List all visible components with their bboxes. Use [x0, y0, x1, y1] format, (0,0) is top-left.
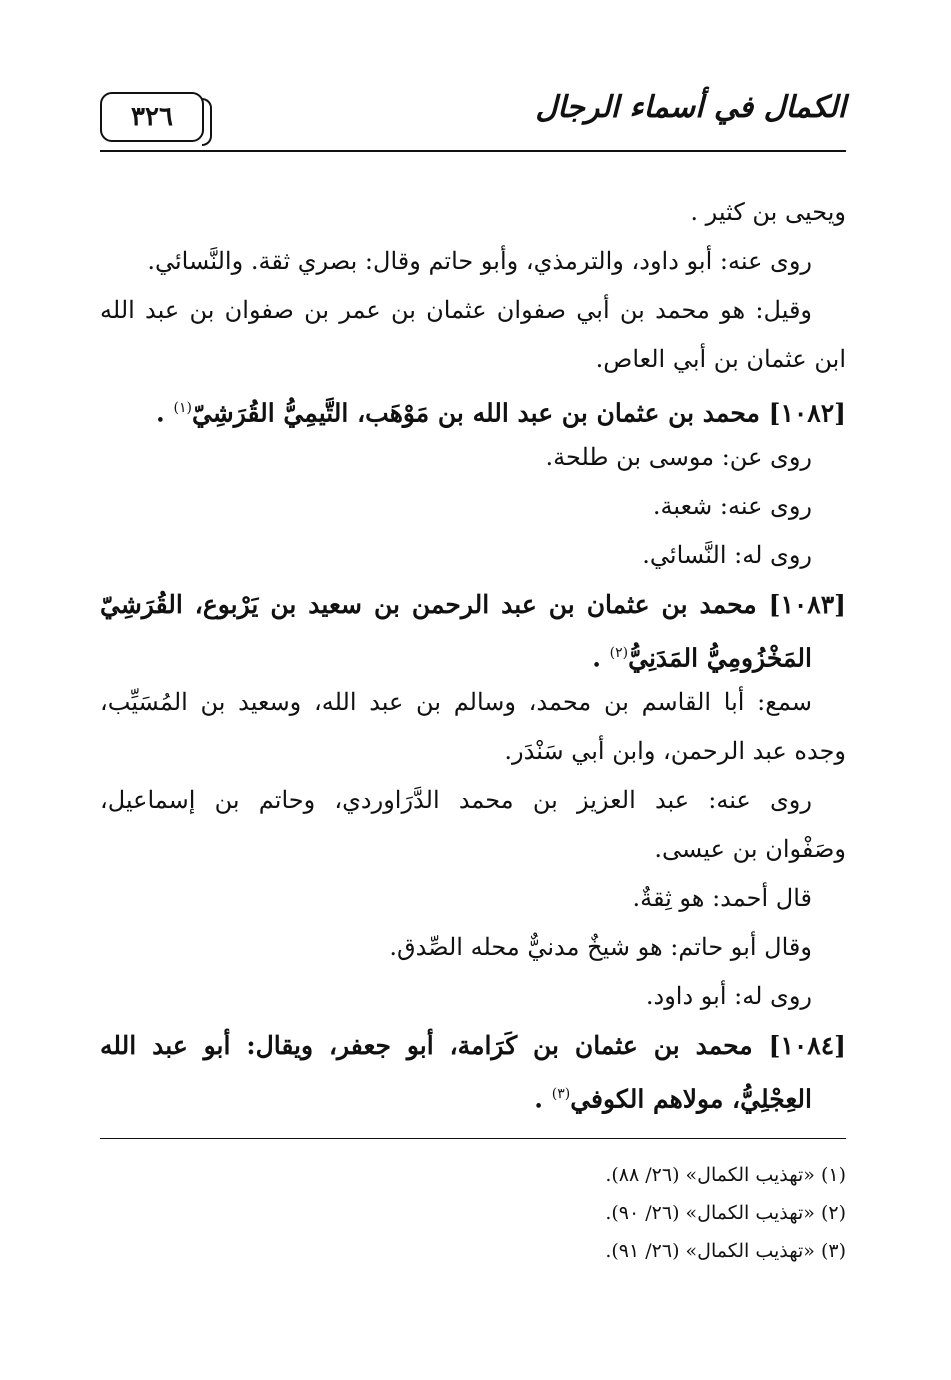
footnote: (١) «تهذيب الكمال» (٢٦/ ٨٨).: [605, 1164, 846, 1186]
page-body: [100, 188, 846, 1119]
entry-heading-1084-cont: [100, 1070, 846, 1119]
book-title: الكمال في أسماء الرجال: [535, 90, 846, 125]
footnote-ref: (١): [173, 400, 192, 416]
entry-heading-1084: [١٠٨٤] محمد بن عثمان بن كَرَامة، أبو جعفر، ويقال: أبو عبد الله: [100, 1031, 846, 1060]
entry-heading-text: المَخْزُومِيُّ المَدَنِيُّ: [628, 643, 812, 673]
text-line: وقال أبو حاتم: هو شيخٌ مدنيٌّ محله الصِّدق.: [389, 933, 812, 961]
text-line: قال أحمد: هو ثِقةٌ.: [632, 884, 812, 912]
entry-heading-1083-cont: [100, 629, 846, 678]
text-line: ابن عثمان بن أبي العاص.: [595, 345, 846, 373]
text-line: روى عنه: شعبة.: [652, 492, 812, 520]
text-line: ويحيى بن كثير .: [690, 198, 846, 226]
entry-heading-1083: [١٠٨٣] محمد بن عثمان بن عبد الرحمن بن سعيد بن يَرْبوع، القُرَشِيّ: [100, 590, 846, 619]
entry-heading-text: [١٠٨٢] محمد بن عثمان بن عبد الله بن مَوْهَب، التَّيمِيُّ القُرَشِيّ: [191, 398, 846, 428]
entry-heading-1082: [100, 384, 846, 433]
footnotes: [100, 1156, 846, 1270]
text-line: وقيل: هو محمد بن أبي صفوان عثمان بن عمر بن صفوان بن عبد الله: [100, 296, 812, 324]
footnote: (٢) «تهذيب الكمال» (٢٦/ ٩٠).: [605, 1202, 846, 1224]
footnote: (٣) «تهذيب الكمال» (٢٦/ ٩١).: [605, 1240, 846, 1262]
entry-end-mark: .: [534, 1084, 543, 1114]
entry-heading-text: العِجْلِيُّ، مولاهم الكوفي: [570, 1084, 812, 1114]
text-line: وجده عبد الرحمن، وابن أبي سَنْدَر.: [504, 737, 846, 765]
footnote-ref: (٢): [609, 645, 629, 661]
text-line: سمع: أبا القاسم بن محمد، وسالم بن عبد الله، وسعيد بن المُسَيِّب،: [100, 688, 812, 716]
text-line: روى له: النَّسائي.: [642, 541, 812, 569]
footnote-ref: (٣): [551, 1086, 571, 1102]
footnote-rule: [100, 1138, 846, 1139]
page-header: [100, 86, 846, 156]
text-line: روى عنه: أبو داود، والترمذي، وأبو حاتم وقال: بصري ثقة. والنَّسائي.: [147, 247, 812, 275]
text-line: روى عن: موسى بن طلحة.: [545, 443, 812, 471]
text-line: روى له: أبو داود.: [645, 982, 812, 1010]
header-rule: [100, 150, 846, 152]
page-number: ٣٢٦: [100, 92, 204, 142]
text-line: وصَفْوان بن عيسى.: [654, 835, 846, 863]
entry-end-mark: .: [156, 398, 165, 428]
entry-end-mark: .: [592, 643, 601, 673]
text-line: روى عنه: عبد العزيز بن محمد الدَّرَاوردي، وحاتم بن إسماعيل،: [100, 786, 812, 814]
